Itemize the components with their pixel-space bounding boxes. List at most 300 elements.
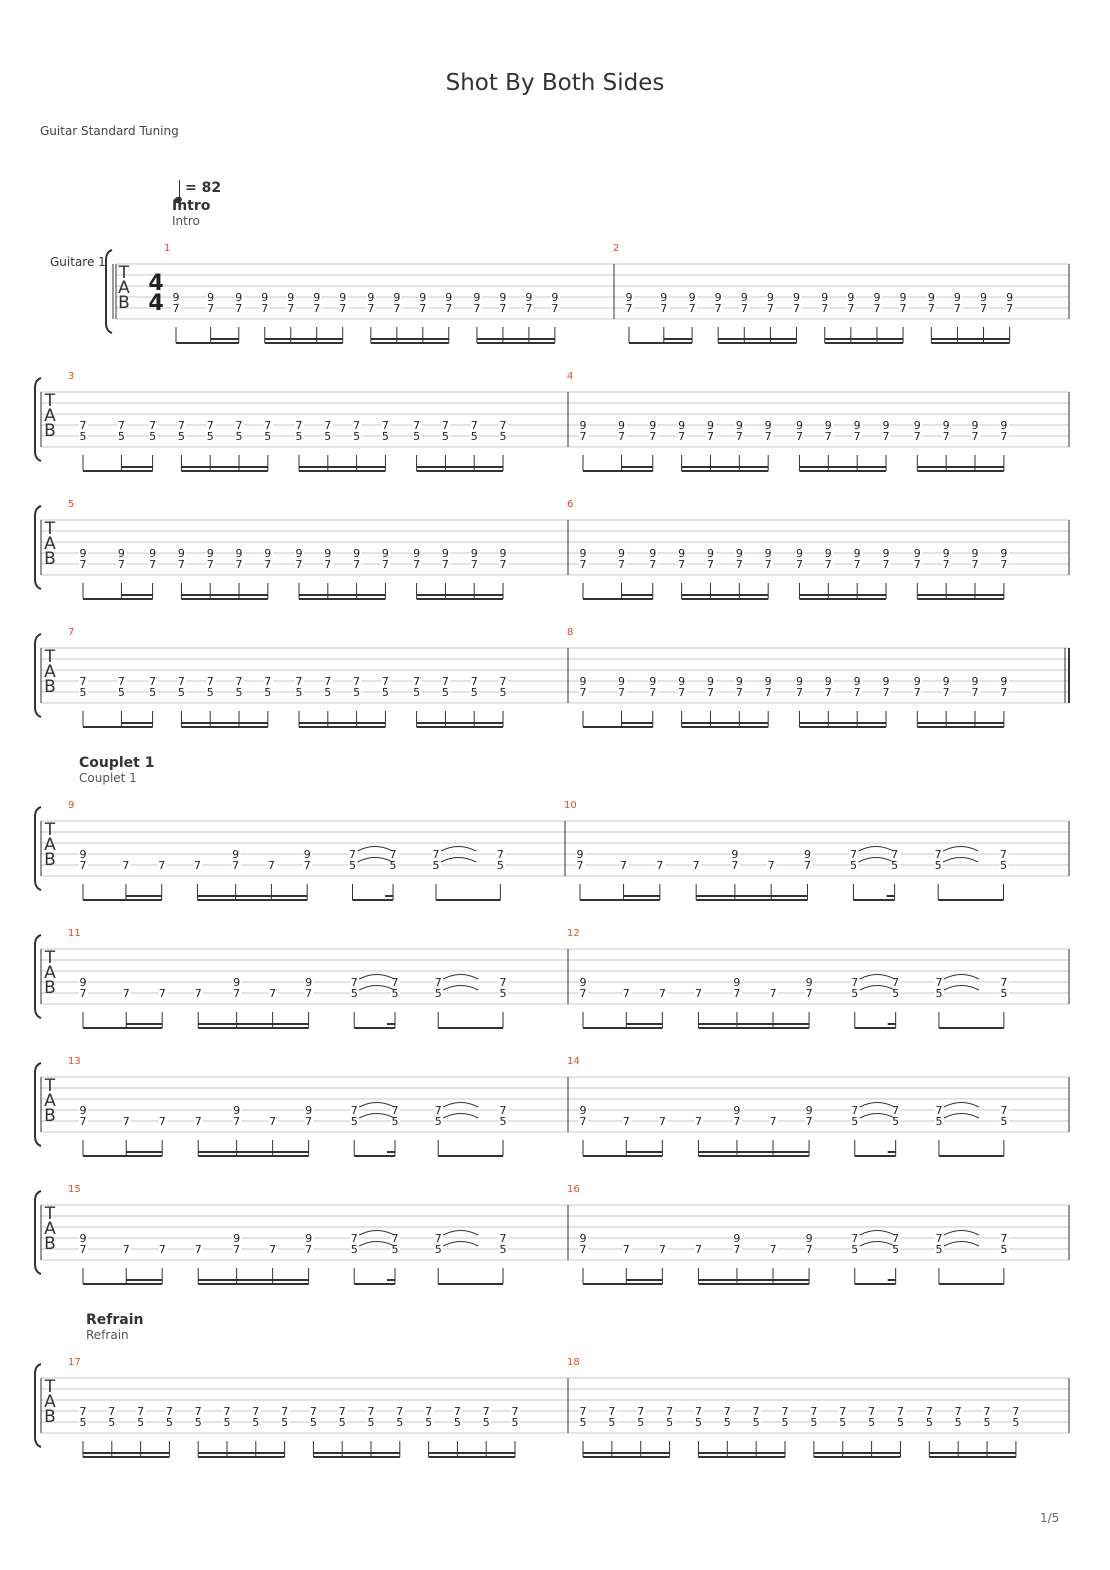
- fret-number: 7: [324, 558, 332, 571]
- fret-number: 7: [853, 686, 861, 699]
- fret-number: 7: [821, 302, 829, 315]
- fret-number: 5: [849, 859, 857, 872]
- fret-number: 7: [769, 1243, 777, 1256]
- fret-number: 7: [733, 987, 741, 1000]
- fret-number: 7: [622, 1115, 630, 1128]
- fret-number: 9: [79, 1232, 87, 1245]
- fret-number: 7: [305, 1115, 313, 1128]
- fret-number: 5: [839, 1416, 847, 1429]
- fret-number: 7: [579, 430, 587, 443]
- system-bracket: [106, 250, 112, 333]
- tab-clef-letter: A: [44, 835, 56, 855]
- fret-number: 7: [367, 302, 375, 315]
- tie-arc: [860, 1103, 895, 1108]
- fret-number: 7: [235, 558, 243, 571]
- fret-number: 7: [694, 987, 702, 1000]
- fret-number: 7: [851, 1104, 859, 1117]
- fret-number: 9: [172, 291, 180, 304]
- fret-number: 5: [896, 1416, 904, 1429]
- measure-number: 9: [68, 800, 75, 811]
- fret-number: 7: [847, 302, 855, 315]
- fret-number: 5: [223, 1416, 231, 1429]
- fret-number: 7: [158, 987, 166, 1000]
- fret-number: 7: [551, 302, 559, 315]
- fret-number: 7: [622, 987, 630, 1000]
- fret-number: 7: [79, 558, 87, 571]
- fret-number: 7: [913, 430, 921, 443]
- time-signature-bottom: 4: [148, 291, 164, 316]
- fret-number: 7: [706, 558, 714, 571]
- fret-number: 7: [350, 976, 358, 989]
- tab-system: [35, 1063, 1069, 1156]
- fret-number: 7: [122, 1243, 130, 1256]
- measure-number: 4: [567, 371, 574, 382]
- fret-number: 5: [252, 1416, 260, 1429]
- fret-number: 7: [295, 675, 303, 688]
- fret-number: 7: [824, 430, 832, 443]
- fret-number: 9: [795, 419, 803, 432]
- fret-number: 9: [942, 547, 950, 560]
- fret-number: 9: [445, 291, 453, 304]
- tab-system: [35, 935, 1069, 1028]
- fret-number: 7: [735, 558, 743, 571]
- tab-clef-letter: A: [44, 1392, 56, 1412]
- fret-number: 5: [165, 1416, 173, 1429]
- fret-number: 7: [295, 558, 303, 571]
- tab-clef-letter: T: [118, 263, 130, 283]
- fret-number: 9: [617, 419, 625, 432]
- fret-number: 7: [353, 675, 361, 688]
- fret-number: 9: [353, 547, 361, 560]
- fret-number: 9: [740, 291, 748, 304]
- fret-number: 7: [499, 419, 507, 432]
- fret-number: 5: [177, 430, 185, 443]
- fret-number: 9: [261, 291, 269, 304]
- fret-number: 9: [714, 291, 722, 304]
- fret-number: 5: [324, 430, 332, 443]
- fret-number: 9: [649, 675, 657, 688]
- fret-number: 7: [953, 302, 961, 315]
- fret-number: 9: [803, 848, 811, 861]
- fret-number: 9: [847, 291, 855, 304]
- fret-number: 9: [971, 547, 979, 560]
- fret-number: 9: [79, 848, 87, 861]
- fret-number: 5: [1000, 987, 1008, 1000]
- fret-number: 7: [913, 558, 921, 571]
- fret-number: 9: [824, 547, 832, 560]
- fret-number: 5: [413, 686, 421, 699]
- fret-number: 7: [441, 558, 449, 571]
- tab-clef-letter: A: [118, 278, 130, 298]
- fret-number: 7: [233, 1115, 241, 1128]
- fret-number: 5: [868, 1416, 876, 1429]
- fret-number: 7: [207, 302, 215, 315]
- measure-number: 18: [567, 1357, 580, 1368]
- fret-number: 9: [233, 1104, 241, 1117]
- fret-number: 9: [177, 547, 185, 560]
- fret-number: 9: [470, 547, 478, 560]
- fret-number: 5: [235, 686, 243, 699]
- fret-number: 7: [795, 558, 803, 571]
- fret-number: 9: [795, 675, 803, 688]
- fret-number: 7: [511, 1405, 519, 1418]
- fret-number: 9: [731, 848, 739, 861]
- fret-number: 5: [264, 686, 272, 699]
- fret-number: 7: [413, 558, 421, 571]
- fret-number: 7: [264, 675, 272, 688]
- fret-number: 5: [496, 859, 504, 872]
- tab-clef-letter: T: [44, 519, 56, 539]
- fret-number: 7: [194, 1405, 202, 1418]
- measure-number: 13: [68, 1056, 81, 1067]
- fret-number: 5: [389, 859, 397, 872]
- fret-number: 7: [688, 302, 696, 315]
- fret-number: 7: [499, 558, 507, 571]
- fret-number: 7: [353, 558, 361, 571]
- measure-number: 6: [567, 499, 574, 510]
- fret-number: 7: [1000, 1232, 1008, 1245]
- fret-number: 9: [706, 547, 714, 560]
- fret-number: 5: [499, 430, 507, 443]
- fret-number: 7: [393, 302, 401, 315]
- fret-number: 9: [764, 419, 772, 432]
- fret-number: 9: [678, 547, 686, 560]
- fret-number: 7: [617, 430, 625, 443]
- fret-number: 5: [482, 1416, 490, 1429]
- fret-number: 7: [769, 987, 777, 1000]
- fret-number: 7: [117, 675, 125, 688]
- fret-number: 9: [617, 675, 625, 688]
- fret-number: 7: [658, 1115, 666, 1128]
- fret-number: 7: [1000, 558, 1008, 571]
- section-title-refrain: Refrain: [86, 1312, 144, 1328]
- tie-arc: [359, 1103, 394, 1108]
- fret-number: 7: [579, 558, 587, 571]
- fret-number: 5: [264, 430, 272, 443]
- fret-number: 7: [579, 686, 587, 699]
- section-marker-intro: Intro: [172, 214, 200, 228]
- fret-number: 9: [579, 1232, 587, 1245]
- tab-system: [35, 1191, 1069, 1284]
- fret-number: 9: [79, 1104, 87, 1117]
- fret-number: 9: [579, 419, 587, 432]
- fret-number: 7: [499, 1232, 507, 1245]
- fret-number: 7: [324, 675, 332, 688]
- tab-clef-letter: A: [44, 963, 56, 983]
- tab-clef-letter: B: [44, 1106, 56, 1126]
- fret-number: 5: [1000, 1115, 1008, 1128]
- fret-number: 5: [752, 1416, 760, 1429]
- fret-number: 7: [269, 1115, 277, 1128]
- fret-number: 9: [824, 419, 832, 432]
- song-title: Shot By Both Sides: [445, 70, 665, 96]
- tie-arc: [443, 986, 478, 991]
- fret-number: 7: [805, 1115, 813, 1128]
- tab-clef-letter: A: [44, 1219, 56, 1239]
- fret-number: 7: [706, 686, 714, 699]
- fret-number: 7: [913, 686, 921, 699]
- fret-number: 7: [617, 686, 625, 699]
- fret-number: 7: [305, 987, 313, 1000]
- fret-number: 7: [235, 675, 243, 688]
- fret-number: 7: [649, 430, 657, 443]
- fret-number: 7: [79, 419, 87, 432]
- fret-number: 7: [694, 1115, 702, 1128]
- fret-number: 7: [434, 1232, 442, 1245]
- fret-number: 7: [252, 1405, 260, 1418]
- fret-number: 9: [579, 976, 587, 989]
- fret-number: 5: [499, 1115, 507, 1128]
- fret-number: 5: [177, 686, 185, 699]
- fret-number: 5: [349, 859, 357, 872]
- fret-number: 7: [882, 430, 890, 443]
- fret-number: 7: [735, 430, 743, 443]
- fret-number: 7: [927, 302, 935, 315]
- fret-number: 7: [79, 859, 87, 872]
- fret-number: 9: [499, 291, 507, 304]
- fret-number: 9: [764, 675, 772, 688]
- fret-number: 9: [441, 547, 449, 560]
- tie-arc: [359, 1114, 394, 1119]
- fret-number: 5: [892, 987, 900, 1000]
- fret-number: 7: [396, 1405, 404, 1418]
- fret-number: 7: [381, 675, 389, 688]
- fret-number: 5: [79, 686, 87, 699]
- fret-number: 7: [353, 419, 361, 432]
- tie-arc: [443, 1114, 478, 1119]
- fret-number: 7: [499, 302, 507, 315]
- measure-number: 15: [68, 1184, 81, 1195]
- fret-number: 7: [608, 1405, 616, 1418]
- fret-number: 7: [896, 1405, 904, 1418]
- fret-number: 9: [367, 291, 375, 304]
- measure-number: 1: [164, 243, 171, 254]
- fret-number: 7: [172, 302, 180, 315]
- fret-number: 5: [1000, 859, 1007, 872]
- fret-number: 7: [264, 558, 272, 571]
- fret-number: 7: [79, 987, 87, 1000]
- fret-number: 7: [79, 1115, 87, 1128]
- fret-number: 9: [419, 291, 427, 304]
- fret-number: 7: [381, 558, 389, 571]
- fret-number: 7: [269, 987, 277, 1000]
- fret-number: 5: [117, 686, 125, 699]
- tie-arc: [943, 847, 978, 852]
- tie-arc: [944, 986, 979, 991]
- fret-number: 7: [935, 976, 943, 989]
- fret-number: 9: [805, 1104, 813, 1117]
- tie-arc: [944, 1231, 979, 1236]
- fret-number: 7: [620, 859, 628, 872]
- fret-number: 7: [453, 1405, 461, 1418]
- fret-number: 9: [853, 419, 861, 432]
- tab-clef-letter: B: [44, 677, 56, 697]
- fret-number: 5: [441, 430, 449, 443]
- fret-number: 7: [764, 686, 772, 699]
- fret-number: 9: [235, 547, 243, 560]
- fret-number: 7: [419, 302, 427, 315]
- tie-arc: [860, 975, 895, 980]
- tie-arc: [944, 1242, 979, 1247]
- fret-number: 7: [264, 419, 272, 432]
- fret-number: 7: [579, 1243, 587, 1256]
- tab-clef-letter: B: [44, 1407, 56, 1427]
- fret-number: 5: [281, 1416, 289, 1429]
- fret-number: 7: [381, 419, 389, 432]
- fret-number: 7: [853, 558, 861, 571]
- system-bracket: [35, 807, 41, 890]
- fret-number: 5: [206, 686, 214, 699]
- fret-number: 7: [983, 1405, 991, 1418]
- fret-number: 7: [223, 1405, 231, 1418]
- tie-arc: [359, 986, 394, 991]
- fret-number: 7: [853, 430, 861, 443]
- fret-number: 7: [117, 558, 125, 571]
- fret-number: 9: [625, 291, 633, 304]
- fret-number: 5: [851, 1115, 859, 1128]
- tie-arc: [860, 1114, 895, 1119]
- fret-number: 9: [766, 291, 774, 304]
- fret-number: 7: [324, 419, 332, 432]
- fret-number: 7: [666, 1405, 674, 1418]
- fret-number: 7: [122, 859, 130, 872]
- fret-number: 9: [913, 547, 921, 560]
- fret-number: 7: [177, 675, 185, 688]
- fret-number: 9: [733, 1232, 741, 1245]
- tie-arc: [359, 975, 394, 980]
- fret-number: 9: [942, 419, 950, 432]
- fret-number: 7: [954, 1405, 962, 1418]
- fret-number: 9: [942, 675, 950, 688]
- fret-number: 5: [892, 1115, 900, 1128]
- fret-number: 7: [425, 1405, 433, 1418]
- fret-number: 9: [678, 419, 686, 432]
- fret-number: 5: [781, 1416, 789, 1429]
- fret-number: 5: [425, 1416, 433, 1429]
- fret-number: 5: [381, 430, 389, 443]
- fret-number: 9: [660, 291, 668, 304]
- fret-number: 9: [882, 547, 890, 560]
- fret-number: 7: [769, 1115, 777, 1128]
- fret-number: 7: [177, 419, 185, 432]
- fret-number: 9: [1006, 291, 1014, 304]
- fret-number: 7: [137, 1405, 145, 1418]
- tab-clef-letter: B: [44, 850, 56, 870]
- fret-number: 5: [350, 1115, 358, 1128]
- fret-number: 7: [925, 1405, 933, 1418]
- fret-number: 7: [1000, 430, 1008, 443]
- tie-arc: [359, 1242, 394, 1247]
- fret-number: 7: [445, 302, 453, 315]
- fret-number: 7: [805, 987, 813, 1000]
- fret-number: 7: [79, 1243, 87, 1256]
- fret-number: 7: [1000, 1104, 1008, 1117]
- fret-number: 7: [482, 1405, 490, 1418]
- fret-number: 5: [137, 1416, 145, 1429]
- fret-number: 7: [122, 987, 130, 1000]
- fret-number: 7: [389, 848, 397, 861]
- fret-number: 7: [441, 675, 449, 688]
- fret-number: 7: [764, 430, 772, 443]
- fret-number: 7: [899, 302, 907, 315]
- fret-number: 9: [824, 675, 832, 688]
- fret-number: 7: [391, 1104, 399, 1117]
- fret-number: 5: [108, 1416, 116, 1429]
- fret-number: 5: [391, 1243, 399, 1256]
- fret-number: 9: [735, 419, 743, 432]
- fret-number: 5: [637, 1416, 645, 1429]
- fret-number: 9: [339, 291, 347, 304]
- fret-number: 7: [496, 848, 504, 861]
- fret-number: 5: [434, 987, 442, 1000]
- fret-number: 9: [913, 419, 921, 432]
- fret-number: 5: [851, 1243, 859, 1256]
- fret-number: 7: [649, 686, 657, 699]
- tab-clef-letter: T: [44, 647, 56, 667]
- fret-number: 7: [194, 987, 202, 1000]
- fret-number: 5: [694, 1416, 702, 1429]
- fret-number: 5: [1000, 1243, 1008, 1256]
- section-marker-refrain: Refrain: [86, 1328, 129, 1342]
- tie-arc: [943, 858, 978, 863]
- fret-number: 7: [795, 686, 803, 699]
- fret-number: 5: [434, 1115, 442, 1128]
- fret-number: 7: [206, 419, 214, 432]
- fret-number: 9: [873, 291, 881, 304]
- fret-number: 7: [499, 1104, 507, 1117]
- tab-clef-letter: B: [44, 1234, 56, 1254]
- fret-number: 7: [470, 419, 478, 432]
- fret-number: 9: [733, 976, 741, 989]
- tab-clef-letter: B: [44, 549, 56, 569]
- fret-number: 7: [235, 302, 243, 315]
- instrument-name: Guitare 1: [50, 255, 106, 269]
- fret-number: 9: [305, 1232, 313, 1245]
- fret-number: 7: [525, 302, 533, 315]
- fret-number: 5: [470, 686, 478, 699]
- fret-number: 7: [193, 859, 201, 872]
- fret-number: 7: [434, 1104, 442, 1117]
- fret-number: 5: [149, 686, 157, 699]
- fret-number: 7: [678, 686, 686, 699]
- fret-number: 7: [980, 302, 988, 315]
- fret-number: 5: [324, 686, 332, 699]
- fret-number: 5: [934, 859, 942, 872]
- fret-number: 7: [622, 1243, 630, 1256]
- time-signature-top: 4: [148, 271, 164, 296]
- fret-number: 5: [434, 1243, 442, 1256]
- fret-number: 9: [899, 291, 907, 304]
- fret-number: 5: [892, 1243, 900, 1256]
- tie-arc: [443, 1242, 478, 1247]
- fret-number: 7: [79, 675, 87, 688]
- fret-number: 9: [1000, 547, 1008, 560]
- fret-number: 7: [158, 859, 166, 872]
- fret-number: 9: [678, 675, 686, 688]
- fret-number: 7: [766, 302, 774, 315]
- fret-number: 7: [764, 558, 772, 571]
- fret-number: 9: [264, 547, 272, 560]
- fret-number: 7: [295, 419, 303, 432]
- fret-number: 7: [413, 419, 421, 432]
- measure-number: 14: [567, 1056, 580, 1067]
- fret-number: 7: [971, 558, 979, 571]
- tab-clef-letter: A: [44, 1091, 56, 1111]
- tie-arc: [441, 847, 476, 852]
- fret-number: 7: [432, 848, 440, 861]
- section-title-couplet: Couplet 1: [79, 755, 155, 771]
- fret-number: 7: [281, 1405, 289, 1418]
